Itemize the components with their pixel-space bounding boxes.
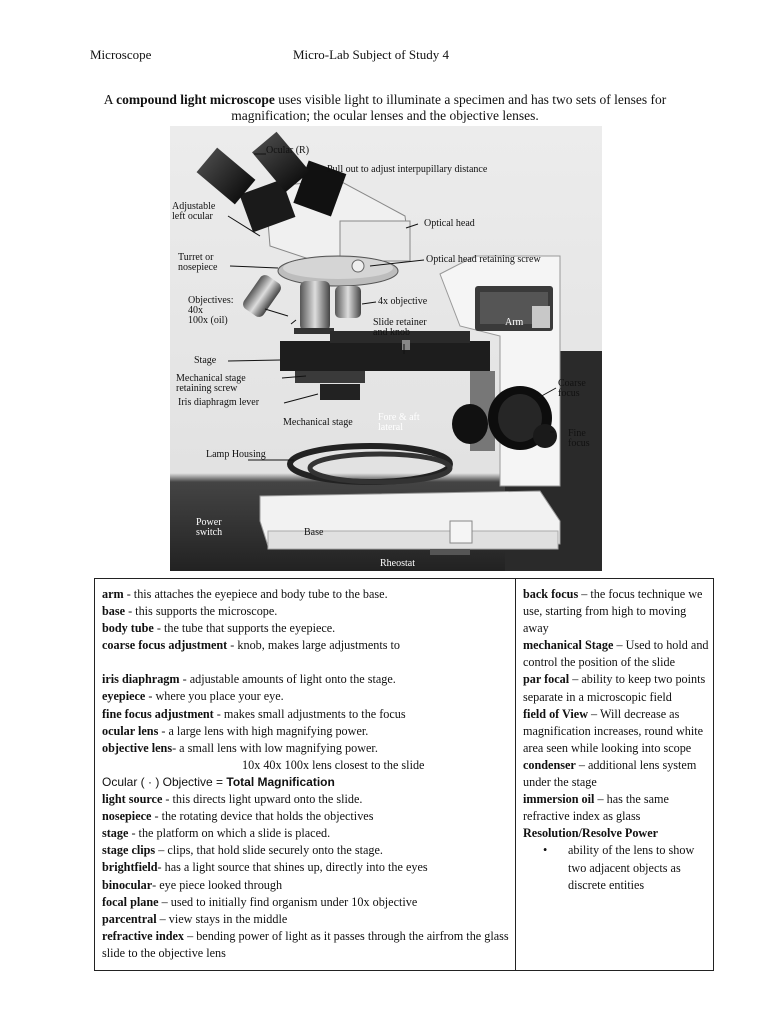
- glossary-entry: [102, 706, 509, 723]
- intro-rest: uses visible light to illuminate a specimen and has two sets of lenses for magnification; the ocular lenses and the objective lenses.: [231, 92, 667, 123]
- glossary-entry: [102, 791, 509, 808]
- intro-bold-term: compound light microscope: [116, 92, 275, 107]
- glossary-definition: - the platform on which a slide is placed.: [128, 826, 331, 841]
- glossary-term: ocular lens: [102, 723, 159, 738]
- glossary-definition: - knob, makes large adjustments to: [227, 638, 400, 653]
- glossary-definition: - makes small adjustments to the focus: [213, 706, 406, 721]
- label-adjustable-left-ocular: Adjustable left ocular: [172, 201, 216, 222]
- header-subject: Microscope: [90, 47, 152, 62]
- glossary-definition: – view stays in the middle: [156, 911, 288, 926]
- glossary-term: binocular: [102, 877, 153, 892]
- intro-paragraph: [95, 92, 675, 124]
- glossary-definition: - this attaches the eyepiece and body tube to the base.: [123, 587, 388, 601]
- glossary-entry: [523, 791, 709, 825]
- glossary-entry: [102, 740, 509, 757]
- glossary-definition: – Will decrease as magnification increases, round white area seen while looking into scope: [523, 706, 704, 755]
- label-coarse-focus: Coarse focus: [558, 378, 586, 399]
- glossary-term: iris diaphragm: [102, 672, 180, 687]
- label-pull-out: Pull out to adjust interpupillary distance: [327, 164, 488, 175]
- glossary-term: body tube: [102, 621, 154, 636]
- glossary-term: eyepiece: [102, 689, 146, 704]
- glossary-definition: – used to initially find organism under 10x objective: [158, 894, 418, 909]
- glossary-term: immersion oil: [523, 792, 595, 807]
- formula-result: Total Magnification: [226, 774, 335, 789]
- glossary-term: focal plane: [102, 894, 159, 909]
- glossary-definition: – has the same refractive index as glass: [523, 792, 669, 824]
- glossary-definition: – additional lens system under the stage: [523, 757, 697, 790]
- glossary-term: arm: [102, 587, 124, 601]
- objective-sizes: 10x 40x 100x lens closest to the slide: [242, 757, 425, 772]
- glossary-definition: - where you place your eye.: [145, 689, 284, 704]
- glossary-definition: - eye piece looked through: [152, 877, 283, 892]
- glossary-definition: – clips, that hold slide securely onto the stage.: [155, 843, 383, 858]
- glossary-entry: [102, 859, 509, 876]
- label-fore-aft: Fore & aft lateral: [378, 412, 420, 433]
- resolution-bullet: [523, 842, 709, 893]
- glossary-entry: [523, 671, 709, 705]
- glossary-entry: [523, 586, 709, 637]
- glossary-definition: – bending power of light as it passes through the airfrom the glass slide to the objective lens: [102, 928, 509, 960]
- label-optical-head-screw: Optical head retaining screw: [426, 254, 541, 265]
- label-objectives: Objectives: 40x 100x (oil): [188, 295, 234, 326]
- glossary-entry: [102, 842, 509, 859]
- glossary-term: refractive index: [102, 928, 185, 943]
- glossary-term: coarse focus adjustment: [102, 638, 228, 653]
- glossary-entry: [102, 586, 509, 603]
- glossary-entry: [102, 894, 509, 911]
- glossary-table: [94, 578, 714, 971]
- label-slide-retainer: Slide retainer and knob: [373, 317, 427, 338]
- glossary-term: field of View: [523, 706, 588, 721]
- glossary-entry: [102, 928, 509, 962]
- glossary-term: objective lens: [102, 740, 173, 755]
- glossary-entry: [102, 808, 509, 825]
- glossary-entry: [523, 757, 709, 791]
- resolution-heading: [523, 825, 709, 842]
- glossary-entry: [102, 723, 509, 740]
- resolution-bullet-text: ability of the lens to show two adjacent objects as discrete entities: [568, 843, 695, 892]
- label-turret: Turret or nosepiece: [178, 252, 218, 273]
- glossary-term: nosepiece: [102, 809, 152, 824]
- glossary-term: stage clips: [102, 843, 156, 858]
- resolution-heading-text: Resolution/Resolve Power: [523, 826, 659, 841]
- glossary-definition: - a large lens with high magnifying power.: [158, 723, 369, 738]
- label-iris-lever: Iris diaphragm lever: [178, 397, 260, 408]
- label-arm: Arm: [505, 317, 524, 328]
- glossary-term: light source: [102, 792, 163, 807]
- label-lamp-housing: Lamp Housing: [206, 449, 266, 460]
- glossary-definition: - the tube that supports the eyepiece.: [153, 621, 336, 636]
- label-stage: Stage: [194, 355, 217, 366]
- glossary-entry: [102, 911, 509, 928]
- label-optical-head: Optical head: [424, 218, 475, 229]
- glossary-entry: [523, 706, 709, 757]
- label-ocular-r: Ocular (R): [266, 145, 310, 156]
- bullet-icon: •: [543, 843, 548, 858]
- glossary-definition: - has a light source that shines up, directly into the eyes: [157, 860, 428, 875]
- label-fine-focus: Fine focus: [568, 428, 590, 449]
- label-4x-objective: 4x objective: [378, 296, 428, 307]
- glossary-term: condenser: [523, 757, 576, 772]
- label-base: Base: [304, 527, 324, 538]
- glossary-entry: [102, 877, 509, 894]
- microscope-illustration: [170, 126, 602, 571]
- glossary-entry: [102, 671, 509, 688]
- microscope-figure: [170, 126, 602, 571]
- label-mech-stage-screw: Mechanical stage retaining screw: [176, 373, 246, 394]
- glossary-term: par focal: [523, 672, 570, 687]
- glossary-definition: - the rotating device that holds the objectives: [151, 809, 374, 824]
- label-power-switch: Power switch: [196, 517, 223, 538]
- glossary-right-column: [516, 579, 713, 970]
- glossary-definition: - a small lens with low magnifying power.: [172, 740, 378, 755]
- glossary-term: base: [102, 604, 126, 619]
- glossary-entry: [102, 637, 509, 654]
- glossary-definition: - this supports the microscope.: [125, 604, 278, 619]
- glossary-definition: – Used to hold and control the position of the slide: [523, 638, 709, 670]
- magnification-formula: [102, 774, 509, 791]
- glossary-entry: [523, 637, 709, 671]
- glossary-term: back focus: [523, 587, 579, 601]
- glossary-term: stage: [102, 826, 129, 841]
- label-rheostat: Rheostat: [380, 558, 415, 569]
- glossary-entry: [102, 620, 509, 637]
- glossary-term: parcentral: [102, 911, 157, 926]
- glossary-entry: [102, 825, 509, 842]
- glossary-term: mechanical Stage: [523, 638, 614, 653]
- intro-prefix: A: [103, 92, 117, 107]
- glossary-term: fine focus adjustment: [102, 706, 214, 721]
- formula-text: Ocular ( · ) Objective =: [102, 774, 227, 789]
- glossary-term: brightfield: [102, 860, 158, 875]
- header-title: Micro-Lab Subject of Study 4: [293, 47, 449, 62]
- glossary-entry: [102, 603, 509, 620]
- glossary-left-column: [95, 579, 516, 970]
- glossary-definition: - this directs light upward onto the slide.: [162, 792, 363, 807]
- glossary-entry: [102, 688, 509, 705]
- glossary-definition: – ability to keep two points separate in a microscopic field: [523, 672, 706, 704]
- label-mechanical-stage: Mechanical stage: [283, 417, 353, 428]
- glossary-definition: – the focus technique we use, starting from high to moving away: [523, 587, 703, 636]
- glossary-definition: - adjustable amounts of light onto the stage.: [179, 672, 396, 687]
